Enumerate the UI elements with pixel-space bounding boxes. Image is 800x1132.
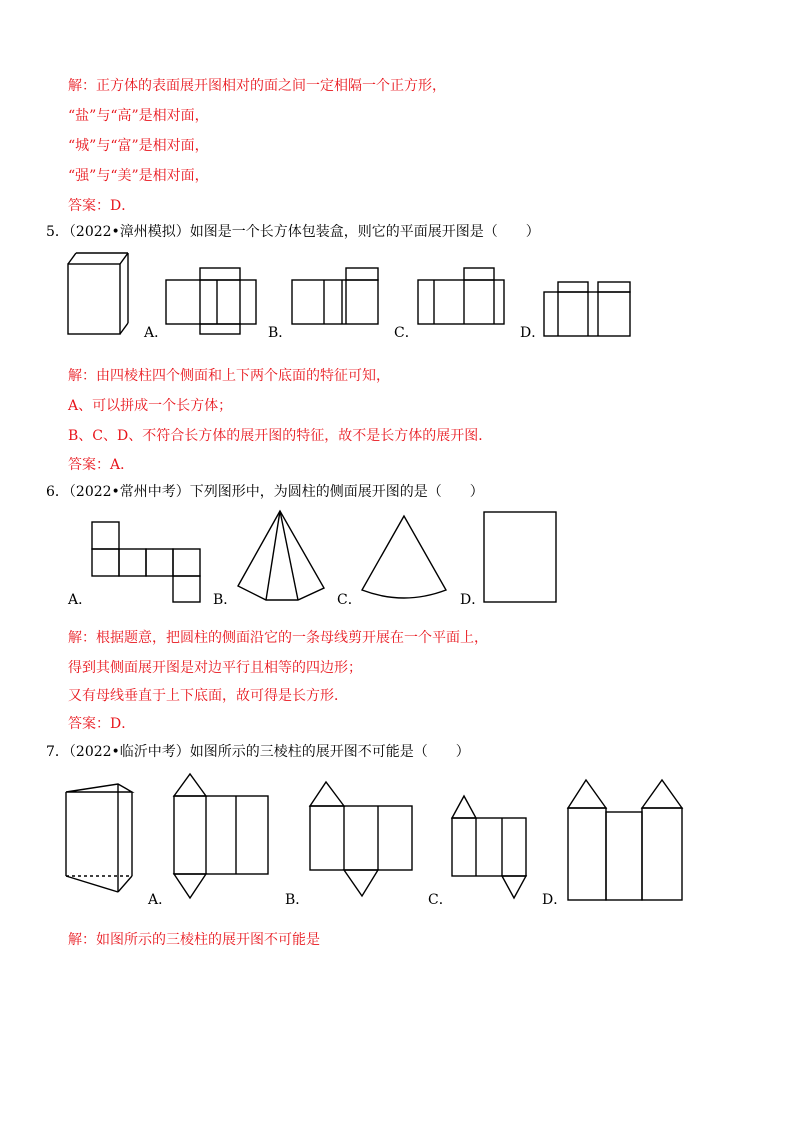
q6-option-d-label: D． bbox=[460, 592, 486, 608]
q5-net-c-figure bbox=[414, 262, 514, 332]
q5-solution-line-3: B、C、D、不符合长方体的展开图的特征，故不是长方体的展开图． bbox=[68, 428, 493, 444]
q7-net-b-figure bbox=[306, 776, 416, 906]
q6-net-a-figure bbox=[88, 518, 208, 608]
q6-option-b-label: B． bbox=[213, 592, 238, 608]
q5-box-figure bbox=[60, 250, 140, 340]
prev-solution-line-3: “城”与“富”是相对面， bbox=[68, 138, 209, 154]
q6-pyramid-net-figure bbox=[232, 508, 332, 604]
q7-triangular-prism-figure bbox=[62, 780, 142, 910]
q5-net-d-figure bbox=[540, 276, 640, 346]
q7-option-b-label: B． bbox=[285, 892, 310, 908]
q5-solution-line-2: A、可以拼成一个长方体； bbox=[68, 398, 233, 414]
q6-option-c-label: C． bbox=[337, 592, 362, 608]
q7-option-a-label: A． bbox=[148, 892, 173, 908]
prev-solution-line-1: 解：正方体的表面展开图相对的面之间一定相隔一个正方形， bbox=[68, 78, 446, 94]
q7-stem: 7．（2022•临沂中考）如图所示的三棱柱的展开图不可能是（ ） bbox=[46, 744, 470, 760]
q6-solution-answer: 答案：D． bbox=[68, 716, 136, 732]
q7-net-c-figure bbox=[448, 790, 538, 900]
prev-solution-line-2: “盐”与“高”是相对面， bbox=[68, 108, 209, 124]
q6-stem: 6．（2022•常州中考）下列图形中，为圆柱的侧面展开图的是（ ） bbox=[46, 484, 484, 500]
q6-sector-figure bbox=[354, 510, 454, 602]
prev-solution-answer: 答案：D． bbox=[68, 198, 136, 214]
q6-rectangle-figure bbox=[480, 508, 560, 604]
q7-net-a-figure bbox=[170, 770, 280, 906]
q5-option-d-label: D． bbox=[520, 325, 546, 341]
q5-net-b-figure bbox=[288, 262, 388, 332]
q6-solution-line-3: 又有母线垂直于上下底面，故可得是长方形． bbox=[68, 688, 348, 704]
q5-net-a-figure bbox=[160, 262, 260, 332]
q5-solution-answer: 答案：A． bbox=[68, 457, 135, 473]
q6-solution-line-1: 解：根据题意，把圆柱的侧面沿它的一条母线剪开展在一个平面上， bbox=[68, 630, 488, 646]
q5-solution-line-1: 解：由四棱柱四个侧面和上下两个底面的特征可知， bbox=[68, 368, 390, 384]
q5-stem: 5．（2022•漳州模拟）如图是一个长方体包装盒，则它的平面展开图是（ ） bbox=[46, 224, 540, 240]
prev-solution-line-4: “强”与“美”是相对面， bbox=[68, 168, 209, 184]
q5-option-b-label: B． bbox=[268, 325, 293, 341]
q5-option-c-label: C． bbox=[394, 325, 419, 341]
q7-option-d-label: D． bbox=[542, 892, 568, 908]
q7-solution-line-1: 解：如图所示的三棱柱的展开图不可能是 bbox=[68, 932, 320, 948]
q6-solution-line-2: 得到其侧面展开图是对边平行且相等的四边形； bbox=[68, 660, 362, 676]
q5-option-a-label: A． bbox=[144, 325, 169, 341]
q6-option-a-label: A． bbox=[68, 592, 93, 608]
q7-net-d-figure bbox=[564, 776, 694, 906]
q7-option-c-label: C． bbox=[428, 892, 453, 908]
